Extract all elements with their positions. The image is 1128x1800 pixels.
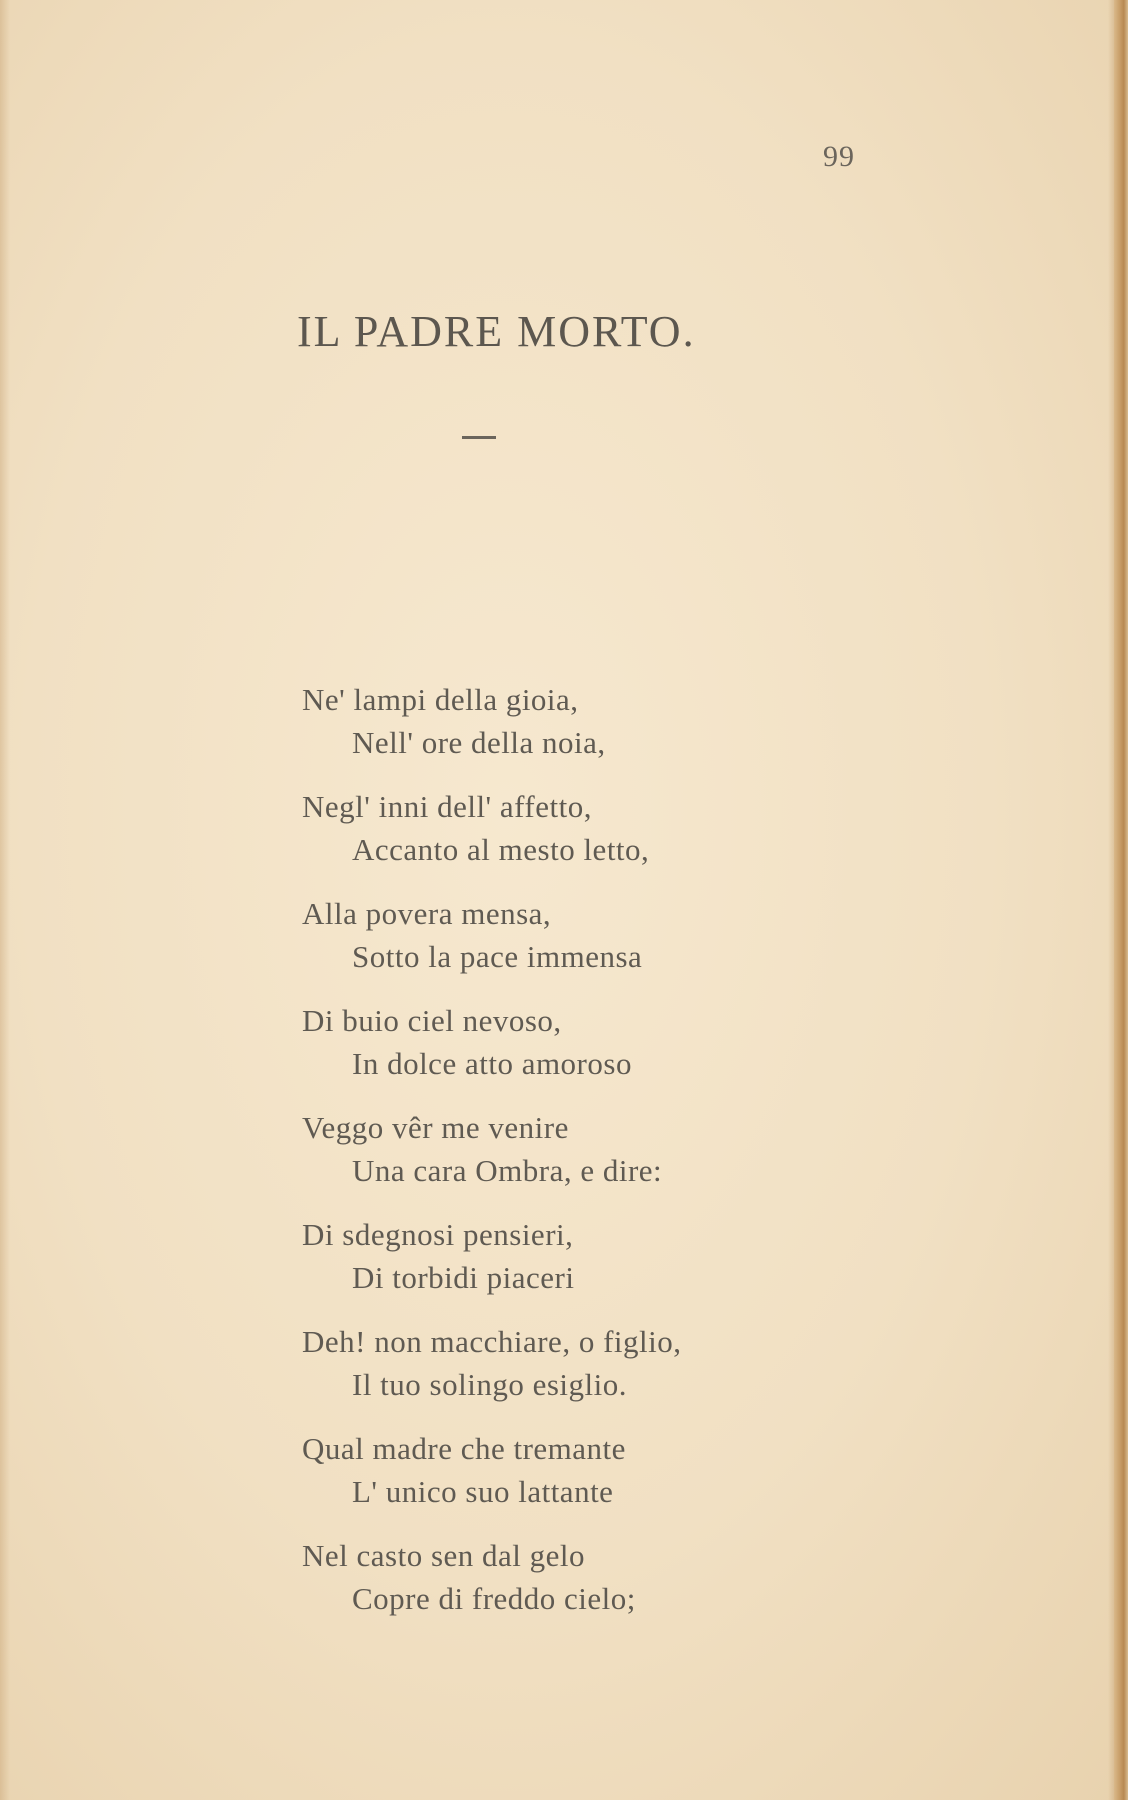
gutter-shadow xyxy=(0,0,10,1800)
poem-title: IL PADRE MORTO. xyxy=(297,307,696,356)
verse-line: Di buio ciel nevoso, xyxy=(302,1003,562,1038)
stanza xyxy=(302,785,802,871)
page-edge xyxy=(1114,0,1128,1800)
verse-line: In dolce atto amoroso xyxy=(352,1046,632,1081)
stanza xyxy=(302,1320,802,1406)
verse-line: Una cara Ombra, e dire: xyxy=(352,1153,663,1188)
verse-line: Sotto la pace immensa xyxy=(352,939,643,974)
stanza xyxy=(302,999,802,1085)
verse-line: L' unico suo lattante xyxy=(352,1474,614,1509)
verse-line: Di sdegnosi pensieri, xyxy=(302,1217,574,1252)
stanza xyxy=(302,1427,802,1513)
verse-line: Negl' inni dell' affetto, xyxy=(302,789,592,824)
verse-line: Alla povera mensa, xyxy=(302,896,552,931)
verse-line: Il tuo solingo esiglio. xyxy=(352,1367,627,1402)
verse-line: Accanto al mesto letto, xyxy=(352,832,650,867)
verse-line: Deh! non macchiare, o figlio, xyxy=(302,1324,682,1359)
poem-body xyxy=(302,678,802,1641)
page-number: 99 xyxy=(823,140,855,173)
verse-line: Ne' lampi della gioia, xyxy=(302,682,579,717)
verse-line: Copre di freddo cielo; xyxy=(352,1581,636,1616)
verse-line: Di torbidi piaceri xyxy=(352,1260,575,1295)
verse-line: Veggo vêr me venire xyxy=(302,1110,569,1145)
stanza xyxy=(302,1534,802,1620)
verse-line: Nell' ore della noia, xyxy=(352,725,606,760)
verse-line: Nel casto sen dal gelo xyxy=(302,1538,586,1573)
stanza xyxy=(302,1106,802,1192)
verse-line: Qual madre che tremante xyxy=(302,1431,626,1466)
stanza xyxy=(302,1213,802,1299)
stanza xyxy=(302,678,802,764)
stanza xyxy=(302,892,802,978)
title-divider xyxy=(462,436,496,439)
